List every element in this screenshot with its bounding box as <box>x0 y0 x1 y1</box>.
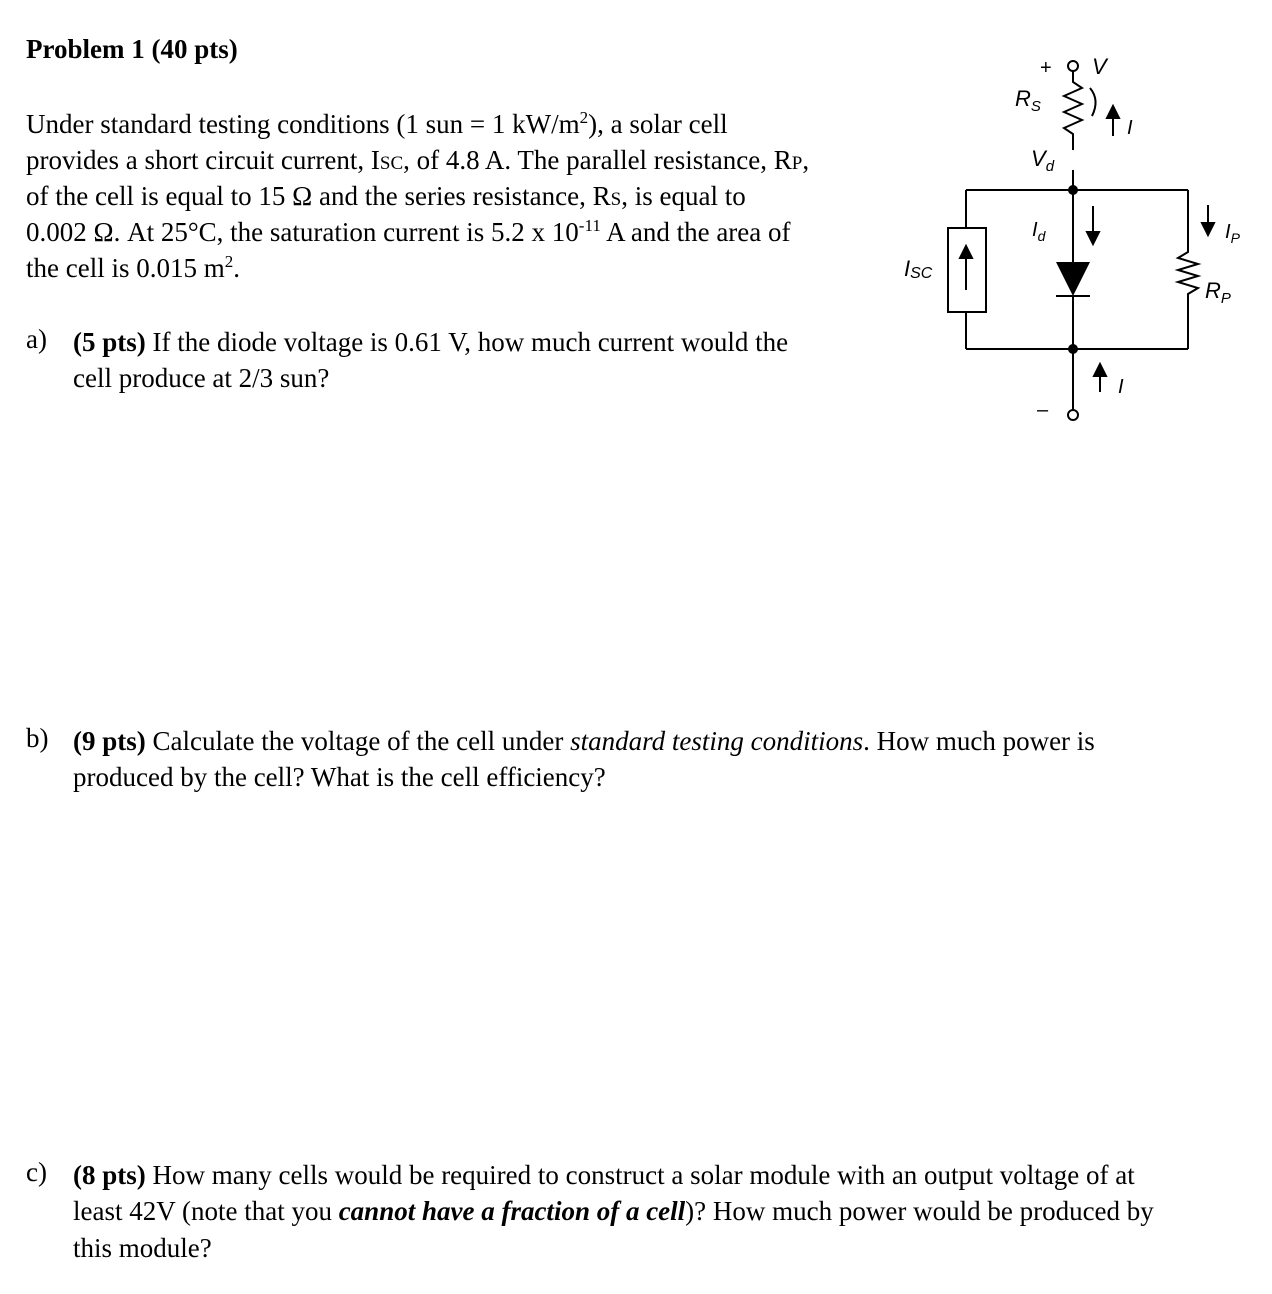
subscript: P <box>791 153 803 174</box>
intro-text: of the cell is equal to 15 Ω and the series resistance, R <box>26 181 611 211</box>
bottom-terminal <box>1068 410 1078 420</box>
minus-sign: – <box>1037 399 1049 421</box>
question-b-label: b) <box>26 723 49 753</box>
intro-text: provides a short circuit current, I <box>26 145 380 175</box>
points-label: (9 pts) <box>73 726 146 756</box>
question-a-label: a) <box>26 324 47 354</box>
intro-text: 0.002 Ω. At 25°C, the saturation current is 5.2 x 10 <box>26 217 579 247</box>
intro-text: . <box>233 253 240 283</box>
rs-voltage-arc <box>1090 88 1096 116</box>
arrow-head-up-icon <box>1107 106 1119 118</box>
points-label: (5 pts) <box>73 327 146 357</box>
arrow-head-down-icon <box>1087 232 1099 244</box>
question-text: How many cells would be required to construct a solar module with an output voltage of at <box>145 1160 1135 1190</box>
question-text: least 42V (note that you <box>73 1196 339 1226</box>
question-text-italic: standard testing conditions <box>570 726 864 756</box>
isc-label: ISC <box>904 256 933 282</box>
superscript: 2 <box>224 252 234 271</box>
voltage-label-v: V <box>1092 54 1107 79</box>
question-c-line-3 <box>73 1230 212 1266</box>
current-label-i-top: I <box>1127 117 1133 139</box>
question-text: produced by the cell? What is the cell efficiency? <box>73 762 606 792</box>
arrow-head-up-icon <box>960 246 972 258</box>
rp-label: $R_P$ <box>1205 278 1231 307</box>
question-text-bold-italic: cannot have a fraction of a cell <box>338 1196 686 1226</box>
superscript: -11 <box>578 216 601 235</box>
intro-text: , <box>802 145 810 175</box>
question-c-line-1 <box>73 1157 1135 1193</box>
parallel-resistor-rp <box>1178 245 1198 349</box>
question-c-label: c) <box>26 1157 47 1187</box>
diode-icon <box>1056 262 1090 296</box>
question-text: If the diode voltage is 0.61 V, how much current would the <box>145 327 789 357</box>
plus-sign: + <box>1040 57 1052 79</box>
superscript: 2 <box>579 108 589 127</box>
question-b-line-1 <box>73 723 1095 759</box>
arrow-head-down-icon <box>1202 223 1214 235</box>
intro-text: the cell is 0.015 m <box>26 253 225 283</box>
series-resistor-rs <box>1064 71 1082 150</box>
question-b-line-2 <box>73 759 606 795</box>
intro-text: Under standard testing conditions (1 sun = 1 kW/m <box>26 109 580 139</box>
question-text: this module? <box>73 1233 212 1263</box>
intro-text: , of 4.8 A. The parallel resistance, R <box>403 145 792 175</box>
rs-label: $R_S$ <box>1015 86 1041 115</box>
intro-text: , is equal to <box>621 181 746 211</box>
id-label: $I_d$ <box>1032 219 1046 244</box>
question-text: Calculate the voltage of the cell under <box>145 726 571 756</box>
bottom-node <box>1068 344 1078 354</box>
top-terminal <box>1068 61 1078 71</box>
solar-cell-circuit-diagram <box>0 0 1272 440</box>
question-text: . How much power is <box>863 726 1095 756</box>
intro-text: ), a solar cell <box>588 109 728 139</box>
arrow-head-up-icon <box>1094 364 1106 376</box>
points-label: (8 pts) <box>73 1160 146 1190</box>
question-text: )? How much power would be produced by <box>685 1196 1154 1226</box>
question-c-line-2 <box>73 1193 1154 1229</box>
current-label-i-bottom: I <box>1118 376 1124 398</box>
intro-text: A and the area of <box>600 217 791 247</box>
vd-label: $V_d$ <box>1031 146 1055 175</box>
question-text: cell produce at 2/3 sun? <box>73 363 330 393</box>
top-node <box>1068 185 1078 195</box>
ip-label: $I_P$ <box>1225 221 1240 246</box>
problem-title: Problem 1 (40 pts) <box>26 34 238 64</box>
subscript: S <box>610 189 622 210</box>
subscript: SC <box>379 153 404 174</box>
